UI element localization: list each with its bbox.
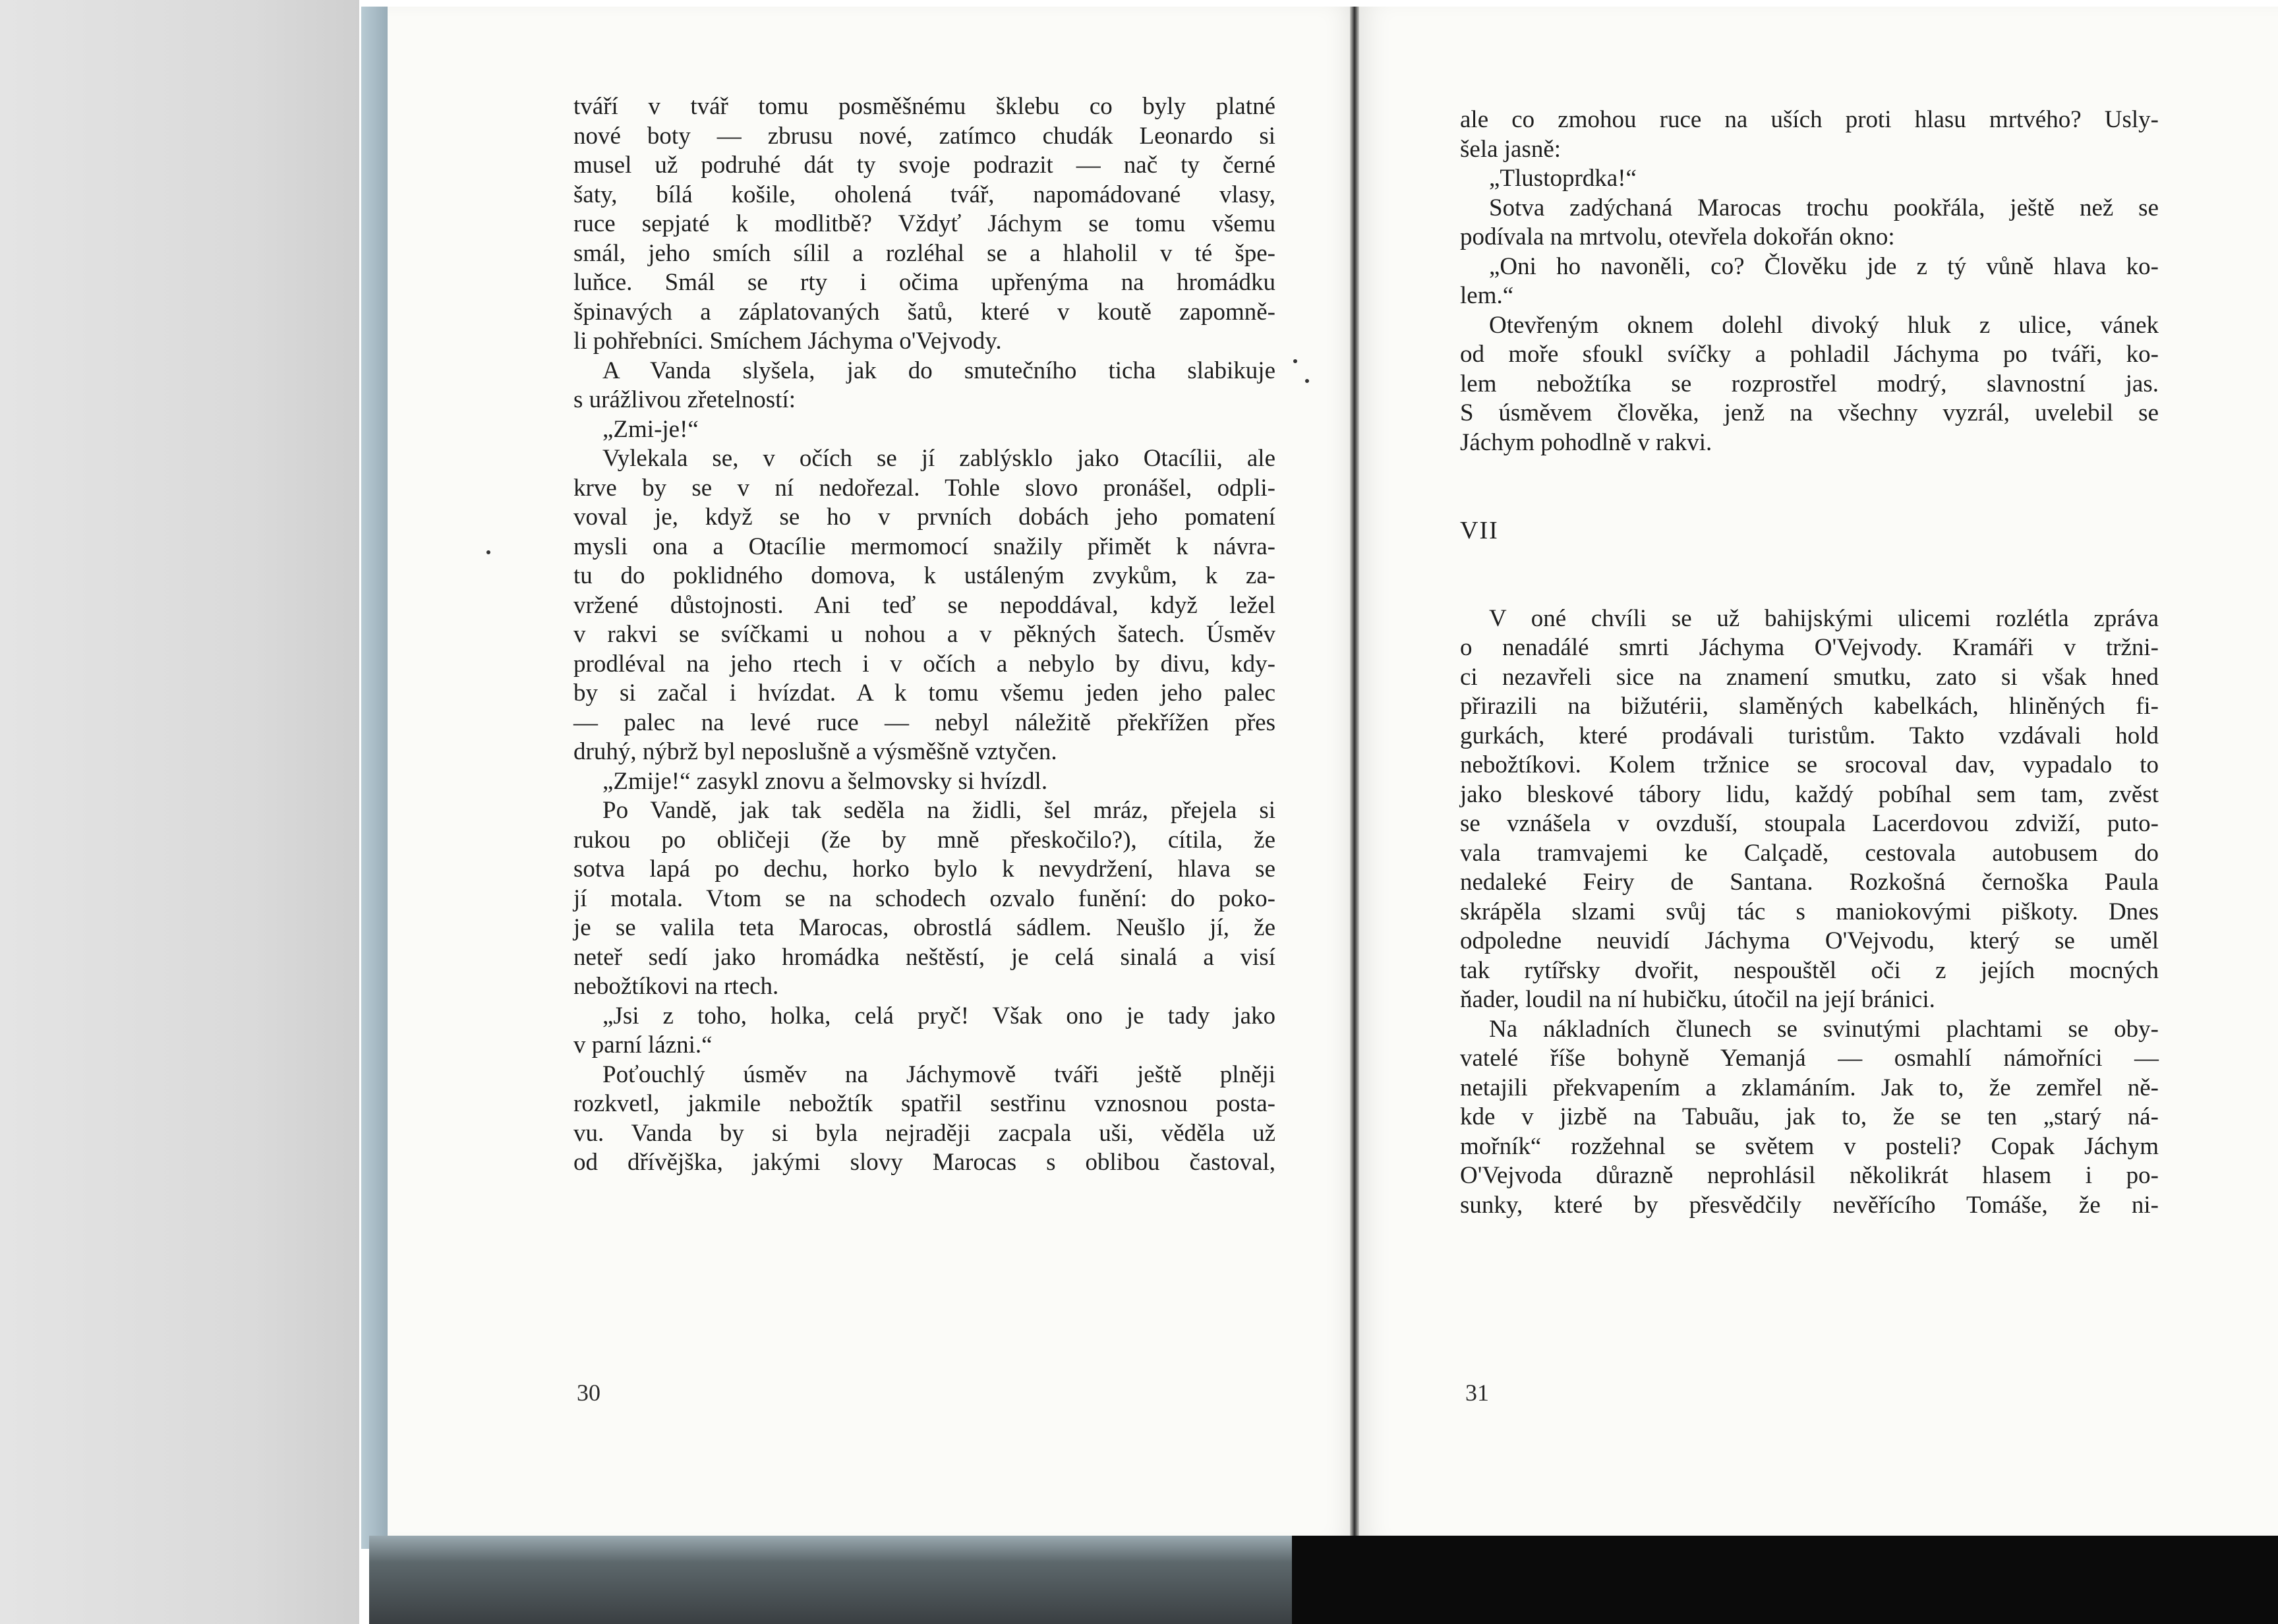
text-line: šaty, bílá košile, oholená tvář, napomádované vlasy, <box>573 181 1275 208</box>
text-line: Sotva zadýchaná Marocas trochu pookřála, ještě než se <box>1489 194 2159 221</box>
text-line: mořník“ rozžehnal se světem v posteli? Copak Jáchym <box>1460 1132 2159 1160</box>
book-gutter <box>1350 7 1359 1542</box>
text-line: druhý, nýbrž byl neposlušně a výsměšně vztyčen. <box>573 738 1057 765</box>
scan-background <box>0 0 359 1624</box>
text-line: Otevřeným oknem dolehl divoký hluk z ulice, vánek <box>1489 311 2159 339</box>
text-line: kde v jizbě na Tabuãu, jak to, že se ten „starý ná- <box>1460 1103 2159 1130</box>
text-line: sunky, které by přesvědčily nevěřícího Tomáše, že ni- <box>1460 1191 2159 1219</box>
left-page-text <box>573 92 1275 1178</box>
text-line: Jáchym pohodlně v rakvi. <box>1460 428 1712 456</box>
text-line: voval je, když se ho v prvních dobách jeho pomatení <box>573 504 1275 531</box>
text-line: mysli ona a Otacílie mermomocí snažily přimět k návra- <box>573 533 1275 560</box>
right-page-text-before-heading <box>1460 105 2159 457</box>
text-line: ruce sepjaté k modlitbě? Vždyť Jáchym se tomu všemu <box>573 210 1275 237</box>
text-line: špinavých a záplatovaných šatů, které v koutě zapomně- <box>573 298 1275 326</box>
text-line: šela jasně: <box>1460 135 1562 163</box>
text-line: rozkvetl, jakmile nebožtík spatřil sestřinu vznosnou posta- <box>573 1090 1275 1117</box>
text-line: Poťouchlý úsměv na Jáchymově tváři ještě plněji <box>602 1060 1275 1088</box>
scan-bottom-dark-area <box>1292 1536 2278 1624</box>
text-line: A Vanda slyšela, jak do smutečního ticha slabikuje <box>602 357 1275 384</box>
text-line: od moře sfoukl svíčky a pohladil Jáchyma po tváři, ko- <box>1460 341 2159 368</box>
text-line: v rakvi se svíčkami u nohou a v pěkných šatech. Úsměv <box>573 621 1275 648</box>
page-number-right: 31 <box>1465 1379 1489 1406</box>
text-line: se vznášela v ovzduší, stoupala Lacerdovou zdviží, puto- <box>1460 810 2159 837</box>
text-line: — palec na levé ruce — nebyl náležitě překřížen přes <box>573 709 1275 736</box>
text-line: lem.“ <box>1460 282 1514 309</box>
text-line: O'Vejvoda důrazně neprohlásil několikrát hlasem i po- <box>1460 1162 2159 1189</box>
text-line: Vylekala se, v očích se jí zablýsklo jako Otacílii, ale <box>602 445 1275 472</box>
text-line: přirazili na bižutérii, slaměných kabelkách, hliněných fi- <box>1460 693 2159 720</box>
text-line: Po Vandě, jak tak seděla na židli, šel mráz, přejela si <box>602 797 1275 824</box>
text-line: je se valila teta Marocas, obrostlá sádlem. Neušlo jí, že <box>573 914 1275 941</box>
text-line: vržené důstojnosti. Ani teď se nepoddával, když ležel <box>573 591 1275 619</box>
text-line: vatelé říše bohyně Yemanjá — osmahlí námořníci — <box>1460 1045 2159 1072</box>
text-line: odpoledne neuvidí Jáchyma O'Vejvodu, který se uměl <box>1460 927 2159 954</box>
text-line: luňce. Smál se rty i očima upřenýma na hromádku <box>573 269 1275 296</box>
text-line: „Tlustoprdka!“ <box>1489 165 1637 192</box>
text-line: „Oni ho navoněli, co? Člověku jde z tý vůně hlava ko- <box>1489 252 2159 280</box>
spacer <box>1460 546 2159 575</box>
text-line: ale co zmohou ruce na uších proti hlasu mrtvého? Usly- <box>1460 106 2159 133</box>
text-line: podívala na mrtvolu, otevřela dokořán okno: <box>1460 223 1895 250</box>
text-line: jí motala. Vtom se na schodech ozvalo funění: do poko- <box>573 884 1275 912</box>
text-line: li pohřebníci. Smíchem Jáchyma o'Vejvody. <box>573 328 1002 355</box>
text-line: nebožtíkovi na rtech. <box>573 973 779 1000</box>
text-line: nebožtíkovi. Kolem tržnice se srocoval dav, vypadalo to <box>1460 751 2159 778</box>
text-line: tak rytířsky dvořit, nespouštěl oči z jejích mocných <box>1460 956 2159 984</box>
text-line: gurkách, které prodávali turistům. Takto vzdávali hold <box>1460 722 2159 749</box>
text-line: vala tramvajemi ke Calçadě, cestovala autobusem do <box>1460 839 2159 867</box>
spacer <box>1460 457 2159 487</box>
text-line: S úsměvem člověka, jenž na všechny vyzrál, uvelebil se <box>1460 399 2159 426</box>
page-number-left: 30 <box>577 1379 600 1406</box>
text-line: neteř sedí jako hromádka neštěstí, je celá sinalá a visí <box>573 943 1275 971</box>
text-line: nedaleké Feiry de Santana. Rozkošná černoška Paula <box>1460 869 2159 896</box>
book-cover-edge <box>361 7 389 1549</box>
text-line: prodléval na jeho rtech i v očích a nebylo by divu, kdy- <box>573 650 1275 678</box>
text-line: ci nezavřeli sice na znamení smutku, zato si však hned <box>1460 663 2159 691</box>
text-line: skrápěla slzami svůj tác s maniokovými piškoty. Dnes <box>1460 898 2159 925</box>
right-page-text-after-heading <box>1460 604 2159 1221</box>
text-line: nové boty — zbrusu nové, zatímco chudák Leonardo si <box>573 122 1275 150</box>
text-line: tu do poklidného domova, k ustáleným zvykům, k za- <box>573 562 1275 589</box>
print-speck <box>486 550 490 554</box>
text-line: „Jsi z toho, holka, celá pryč! Však ono je tady jako <box>602 1002 1275 1030</box>
text-line: ňader, loudil na ní hubičku, útočil na její bránici. <box>1460 986 1935 1013</box>
text-line: „Zmi-je!“ <box>602 415 699 443</box>
text-line: Na nákladních člunech se svinutými plachtami se oby- <box>1489 1015 2159 1043</box>
text-line: o nenadálé smrti Jáchyma O'Vejvody. Kramáři v tržni- <box>1460 634 2159 661</box>
print-speck <box>1293 359 1297 363</box>
text-line: lem nebožtíka se rozprostřel modrý, slavnostní jas. <box>1460 370 2159 397</box>
bottom-shadow <box>369 1536 1305 1624</box>
text-line: rukou po obličeji (že by mně přeskočilo?), cítila, že <box>573 826 1275 854</box>
text-line: krve by se v ní nedořezal. Tohle slovo pronášel, odpli- <box>573 474 1275 502</box>
print-speck <box>1305 379 1309 383</box>
text-line: netajili překvapením a zklamáním. Jak to, že zemřel ně- <box>1460 1074 2159 1101</box>
text-line: smál, jeho smích sílil a rozléhal se a hlaholil v té špe- <box>573 239 1275 267</box>
text-line: od dřívějška, jakými slovy Marocas s oblibou častoval, <box>573 1149 1275 1176</box>
spacer <box>1460 575 2159 604</box>
text-line: V oné chvíli se už bahijskými ulicemi rozlétla zpráva <box>1489 604 2159 632</box>
text-line: by si začal i hvízdat. A k tomu všemu jeden jeho palec <box>573 680 1275 707</box>
spacer <box>1460 487 2159 517</box>
text-line: sotva lapá po dechu, horko bylo k nevydržení, hlava se <box>573 856 1275 883</box>
text-line: s urážlivou zřetelností: <box>573 386 796 413</box>
text-line: musel už podruhé dát ty svoje podrazit — nač ty černé <box>573 152 1275 179</box>
text-line: jako bleskové tábory lidu, každý pobíhal sem tam, zvěst <box>1460 780 2159 808</box>
right-page-text <box>1460 105 2159 1220</box>
text-line: v parní lázni.“ <box>573 1031 713 1058</box>
text-line: „Zmije!“ zasykl znovu a šelmovsky si hvízdl. <box>602 767 1048 795</box>
text-line: tváří v tvář tomu posměšnému šklebu co byly platné <box>573 93 1275 120</box>
text-line: vu. Vanda by si byla nejraději zacpala uši, věděla už <box>573 1119 1275 1147</box>
chapter-heading: VII <box>1460 517 1499 544</box>
